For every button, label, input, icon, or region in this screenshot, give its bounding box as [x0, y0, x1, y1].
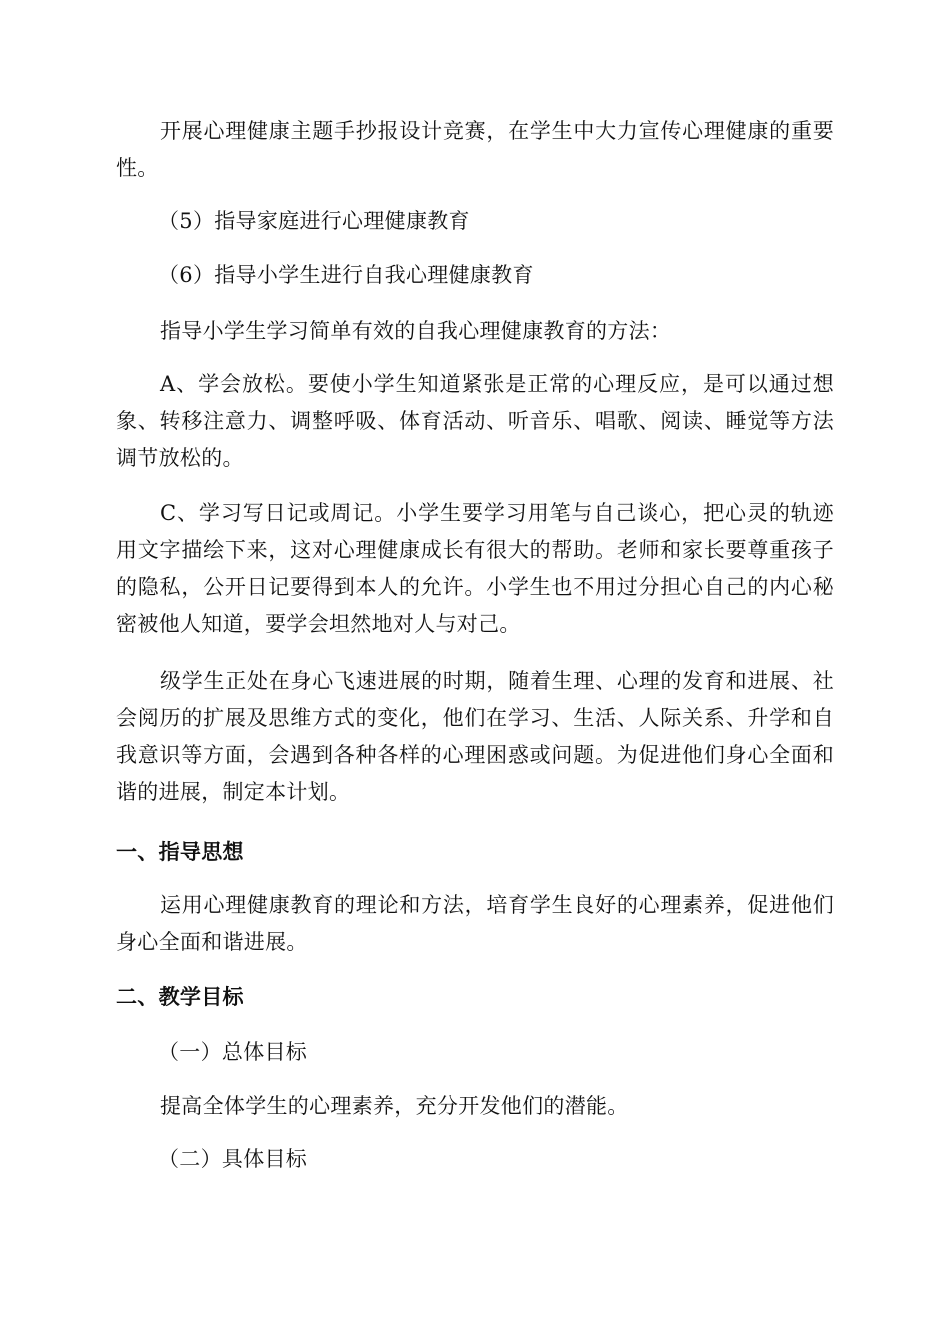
paragraph-handout-contest: 开展心理健康主题手抄报设计竞赛，在学生中大力宣传心理健康的重要性。: [116, 119, 834, 180]
paragraph-plan-intro: 级学生正处在身心飞速进展的时期，随着生理、心理的发育和进展、社会阅历的扩展及思维方式的变化，他们在学习、生活、人际关系、升学和自我意识等方面，会遇到各种各样的心理困惑或问题。为促进他们身心全面和谐的进展，制定本计划。: [116, 669, 834, 804]
subheading-overall-goal: （一）总体目标: [158, 1040, 308, 1064]
paragraph-overall-goal: 提高全体学生的心理素养，充分开发他们的潜能。: [160, 1094, 629, 1118]
item-family-guidance: （5）指导家庭进行心理健康教育: [158, 209, 470, 233]
subheading-specific-goals: （二）具体目标: [158, 1147, 308, 1171]
paragraph-relax: A、学会放松。要使小学生知道紧张是正常的心理反应，是可以通过想象、转移注意力、调整呼吸、体育活动、听音乐、唱歌、阅读、睡觉等方法调节放松的。: [116, 372, 834, 470]
paragraph-guiding-thought: 运用心理健康教育的理论和方法，培育学生良好的心理素养，促进他们身心全面和谐进展。: [116, 893, 834, 954]
paragraph-diary: C、学习写日记或周记。小学生要学习用笔与自己谈心，把心灵的轨迹用文字描绘下来，这对心理健康成长有很大的帮助。老师和家长要尊重孩子的隐私，公开日记要得到本人的允许。小学生也不用过分担心自己的内心秘密被他人知道，要学会坦然地对人与对己。: [116, 501, 834, 636]
heading-guiding-thought: 一、指导思想: [116, 840, 244, 864]
paragraph-methods-intro: 指导小学生学习简单有效的自我心理健康教育的方法：: [160, 319, 672, 343]
heading-teaching-goals: 二、教学目标: [116, 985, 244, 1009]
item-self-guidance: （6）指导小学生进行自我心理健康教育: [158, 263, 534, 287]
